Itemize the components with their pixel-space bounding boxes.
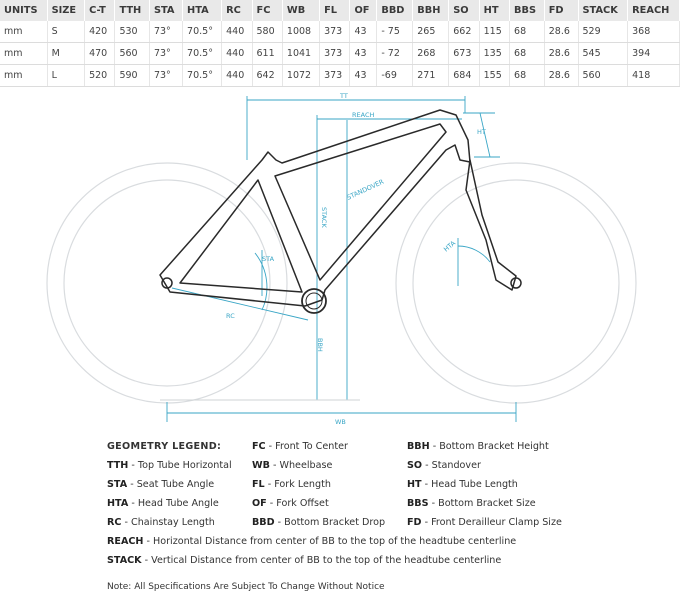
legend-text: Chainstay Length	[131, 517, 215, 528]
table-cell: mm	[0, 43, 47, 65]
table-header-cell: C-T	[85, 0, 115, 21]
table-header-cell: HT	[479, 0, 509, 21]
table-cell: S	[47, 21, 85, 43]
legend-text: Vertical Distance from center of BB to the top of the headtube centerline	[151, 555, 502, 566]
table-header-cell: SIZE	[47, 0, 85, 21]
table-cell: 70.5°	[183, 65, 222, 87]
legend-text: Seat Tube Angle	[136, 479, 215, 490]
legend-item	[407, 498, 536, 509]
table-cell: 420	[85, 21, 115, 43]
table-cell: 673	[449, 43, 479, 65]
legend-separator: -	[422, 460, 432, 471]
legend-item	[252, 498, 329, 509]
table-cell: 373	[320, 65, 350, 87]
legend-text: Head Tube Angle	[137, 498, 219, 509]
table-cell: - 72	[377, 43, 413, 65]
legend-text: Fork Length	[274, 479, 331, 490]
legend-text: Bottom Bracket Drop	[284, 517, 386, 528]
legend-abbr: RC	[107, 517, 122, 528]
legend-text: Bottom Bracket Height	[439, 441, 549, 452]
legend-item	[407, 441, 549, 452]
legend-item	[407, 479, 518, 490]
table-cell: M	[47, 43, 85, 65]
table-cell: 373	[320, 43, 350, 65]
legend-abbr: REACH	[107, 536, 144, 547]
table-cell: 70.5°	[183, 21, 222, 43]
label-tt: TT	[340, 92, 348, 100]
legend-separator: -	[274, 517, 285, 528]
table-cell: 470	[85, 43, 115, 65]
table-header-cell: BBS	[510, 0, 545, 21]
legend-text: Front To Center	[275, 441, 348, 452]
legend-text: Top Tube Horizontal	[137, 460, 232, 471]
legend-item	[407, 517, 562, 528]
table-header-cell: STACK	[578, 0, 628, 21]
legend-abbr: BBH	[407, 441, 430, 452]
table-cell: 1041	[282, 43, 319, 65]
legend-item	[252, 460, 332, 471]
table-row	[0, 43, 680, 65]
label-standover: STANDOVER	[345, 177, 386, 202]
table-header-row	[0, 0, 680, 21]
table-cell: mm	[0, 21, 47, 43]
geometry-table	[0, 0, 680, 87]
table-cell: 373	[320, 21, 350, 43]
table-header-cell: BBH	[413, 0, 449, 21]
table-row	[0, 21, 680, 43]
table-cell: 394	[628, 43, 680, 65]
legend-abbr: HTA	[107, 498, 129, 509]
table-cell: 560	[578, 65, 628, 87]
table-cell: 418	[628, 65, 680, 87]
table-header-cell: WB	[282, 0, 319, 21]
legend-item	[107, 498, 219, 509]
label-bbh: BBH	[316, 338, 324, 352]
table-cell: mm	[0, 65, 47, 87]
table-cell: 368	[628, 21, 680, 43]
table-cell: 684	[449, 65, 479, 87]
table-cell: - 75	[377, 21, 413, 43]
table-cell: 43	[350, 43, 377, 65]
label-rc: RC	[226, 312, 235, 320]
legend-text: Bottom Bracket Size	[438, 498, 536, 509]
legend-item	[407, 460, 481, 471]
table-cell: 529	[578, 21, 628, 43]
legend-separator: -	[264, 479, 275, 490]
table-cell: 520	[85, 65, 115, 87]
table-cell: 28.6	[544, 21, 578, 43]
legend-separator: -	[269, 460, 280, 471]
table-cell: 68	[510, 65, 545, 87]
legend-separator: -	[266, 498, 277, 509]
legend-item	[107, 517, 215, 528]
table-cell: 43	[350, 65, 377, 87]
legend-separator: -	[143, 536, 153, 547]
dimension-labels	[226, 92, 486, 426]
legend-text: Fork Offset	[276, 498, 329, 509]
table-header-cell: FL	[320, 0, 350, 21]
table-cell: 611	[252, 43, 282, 65]
legend-item	[252, 517, 385, 528]
table-header-cell: STA	[149, 0, 182, 21]
table-header-cell: BBD	[377, 0, 413, 21]
table-cell: 440	[222, 43, 252, 65]
table-cell: 68	[510, 43, 545, 65]
table-header-cell: UNITS	[0, 0, 47, 21]
legend-text: Wheelbase	[279, 460, 333, 471]
table-cell: 73°	[149, 43, 182, 65]
rear-wheel	[47, 163, 287, 403]
legend-abbr: STA	[107, 479, 128, 490]
table-cell: 642	[252, 65, 282, 87]
table-cell: 28.6	[544, 43, 578, 65]
legend-text: Standover	[431, 460, 481, 471]
label-reach: REACH	[352, 111, 375, 119]
legend-abbr: STACK	[107, 555, 142, 566]
table-cell: 440	[222, 21, 252, 43]
legend-item	[107, 555, 501, 566]
legend-title: GEOMETRY LEGEND:	[107, 441, 222, 452]
legend-item	[252, 441, 348, 452]
legend-separator: -	[141, 555, 152, 566]
table-body	[0, 21, 680, 87]
table-cell: 1008	[282, 21, 319, 43]
table-header-cell: FC	[252, 0, 282, 21]
table-header-cell: RC	[222, 0, 252, 21]
legend-abbr: BBD	[252, 517, 275, 528]
legend-separator: -	[421, 517, 432, 528]
table-cell: 560	[115, 43, 149, 65]
legend-item	[107, 479, 214, 490]
table-cell: 115	[479, 21, 509, 43]
legend-separator: -	[121, 517, 131, 528]
legend-abbr: WB	[252, 460, 270, 471]
label-sta: STA	[262, 255, 275, 263]
table-header-cell: REACH	[628, 0, 680, 21]
label-stack: STACK	[320, 207, 328, 228]
table-cell: 440	[222, 65, 252, 87]
legend-separator: -	[421, 479, 432, 490]
table-row	[0, 65, 680, 87]
table-cell: 271	[413, 65, 449, 87]
table-cell: 662	[449, 21, 479, 43]
table-cell: 135	[479, 43, 509, 65]
legend-separator: -	[265, 441, 276, 452]
legend-item	[107, 460, 232, 471]
table-header-cell: OF	[350, 0, 377, 21]
legend-abbr: OF	[252, 498, 267, 509]
table-cell: 28.6	[544, 65, 578, 87]
label-wb: WB	[335, 418, 346, 426]
legend-text: Front Derailleur Clamp Size	[431, 517, 562, 528]
legend-separator: -	[128, 498, 138, 509]
table-cell: 1072	[282, 65, 319, 87]
legend-abbr: FL	[252, 479, 265, 490]
legend-text: Head Tube Length	[431, 479, 518, 490]
table-header-cell: HTA	[183, 0, 222, 21]
legend-separator: -	[429, 441, 440, 452]
legend-separator: -	[128, 460, 138, 471]
legend-separator: -	[127, 479, 137, 490]
table-cell: 70.5°	[183, 43, 222, 65]
table-cell: L	[47, 65, 85, 87]
table-cell: 43	[350, 21, 377, 43]
legend-abbr: HT	[407, 479, 422, 490]
table-cell: 545	[578, 43, 628, 65]
table-header-cell: SO	[449, 0, 479, 21]
legend-text: Horizontal Distance from center of BB to the top of the headtube centerline	[153, 536, 517, 547]
table-cell: 590	[115, 65, 149, 87]
table-cell: 265	[413, 21, 449, 43]
table-cell: 530	[115, 21, 149, 43]
legend-abbr: TTH	[107, 460, 129, 471]
legend-abbr: SO	[407, 460, 423, 471]
bike-frame	[160, 110, 521, 313]
label-ht: HT	[477, 128, 486, 136]
table-header-cell: FD	[544, 0, 578, 21]
legend-abbr: BBS	[407, 498, 429, 509]
table-cell: -69	[377, 65, 413, 87]
bike-geometry-diagram	[0, 88, 680, 428]
table-cell: 73°	[149, 65, 182, 87]
legend-abbr: FC	[252, 441, 266, 452]
table-cell: 73°	[149, 21, 182, 43]
table-cell: 68	[510, 21, 545, 43]
legend-separator: -	[428, 498, 439, 509]
legend-item	[252, 479, 331, 490]
disclaimer-note: Note: All Specifications Are Subject To Change Without Notice	[107, 582, 385, 592]
legend-item	[107, 536, 516, 547]
label-hta: HTA	[442, 239, 458, 254]
legend-abbr: FD	[407, 517, 422, 528]
table-cell: 580	[252, 21, 282, 43]
table-header-cell: TTH	[115, 0, 149, 21]
table-cell: 155	[479, 65, 509, 87]
front-wheel	[396, 163, 636, 403]
table-cell: 268	[413, 43, 449, 65]
